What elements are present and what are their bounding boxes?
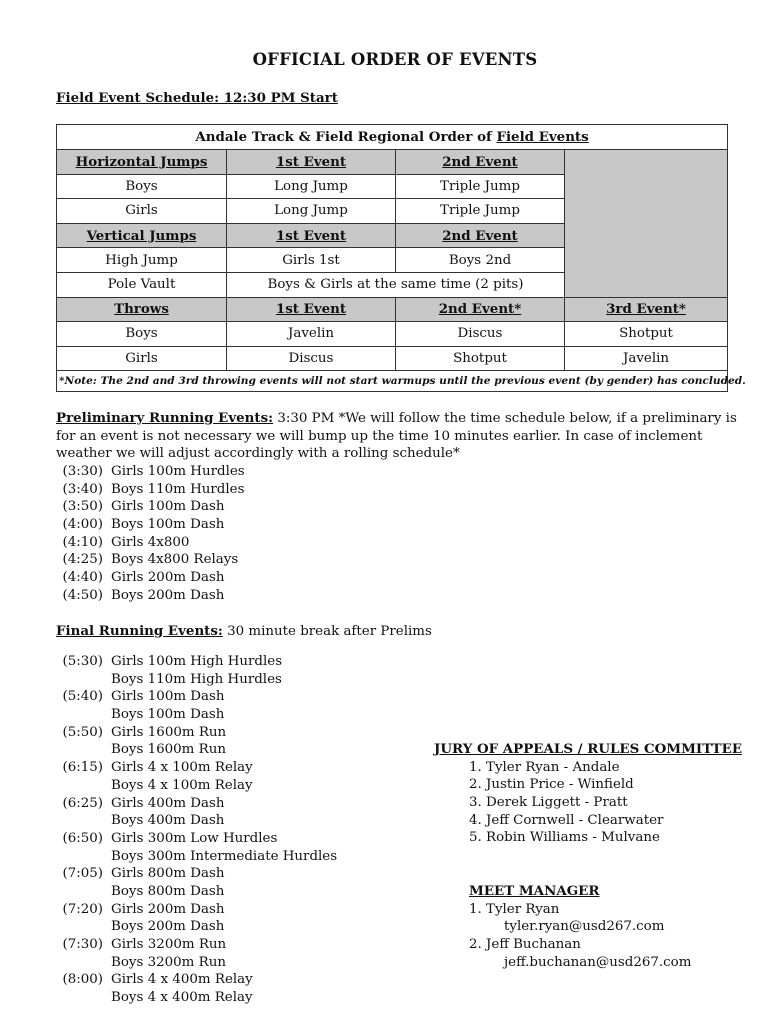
jury-member: 2. Justin Price - Winfield: [469, 777, 634, 793]
prelim-paragraph: [56, 410, 746, 463]
final-text: 30 minute break after Prelims: [222, 624, 432, 639]
schedule-time: (5:30): [62, 654, 103, 669]
schedule-item: [56, 936, 337, 954]
schedule-event: Girls 4 x 400m Relay: [111, 972, 253, 988]
table-cell: Shotput: [396, 346, 565, 371]
table-cell: High Jump: [57, 248, 227, 273]
schedule-time: (3:40): [62, 481, 103, 497]
table-cell: Boys: [57, 322, 227, 347]
schedule-time: [56, 989, 103, 1007]
prelim-heading: Preliminary Running Events:: [56, 410, 274, 426]
table-note-row: [57, 371, 728, 392]
jury-section: [434, 741, 742, 847]
table-header-cell: 2nd Event: [396, 150, 565, 175]
manager-email: jeff.buchanan@usd267.com: [504, 954, 692, 970]
table-cell: Boys & Girls at the same time (2 pits): [227, 272, 565, 297]
schedule-time: [56, 777, 103, 795]
schedule-event: Boys 110m High Hurdles: [111, 671, 282, 687]
table-header-cell: 1st Event: [227, 150, 396, 175]
schedule-item: [56, 463, 245, 481]
schedule-time: [56, 812, 103, 830]
schedule-event: Girls 100m High Hurdles: [111, 654, 283, 669]
jury-member: 1. Tyler Ryan - Andale: [469, 759, 620, 775]
manager-name: 1. Tyler Ryan: [469, 901, 560, 917]
table-cell: Long Jump: [227, 174, 396, 199]
table-cell: Javelin: [565, 346, 728, 371]
schedule-item: [56, 989, 337, 1007]
schedule-time: (7:05): [62, 866, 103, 882]
schedule-event: Girls 1600m Run: [111, 724, 227, 740]
table-cell: Girls: [57, 199, 227, 224]
table-cell: Girls: [57, 346, 227, 371]
schedule-event: Boys 400m Dash: [111, 813, 225, 829]
jury-member: 4. Jeff Cornwell - Clearwater: [469, 812, 664, 828]
prelim-schedule: [56, 463, 245, 605]
table-row: [57, 346, 728, 371]
jury-member: 3. Derek Liggett - Pratt: [469, 795, 628, 811]
schedule-item: [56, 883, 337, 901]
schedule-item: [56, 777, 337, 795]
table-cell: Triple Jump: [396, 199, 565, 224]
schedule-item: [56, 724, 337, 742]
schedule-event: Boys 3200m Run: [111, 954, 226, 970]
schedule-time: [56, 741, 103, 759]
schedule-event: Boys 4x800 Relays: [111, 552, 239, 568]
schedule-time: (6:50): [62, 830, 103, 846]
schedule-item: [56, 759, 337, 777]
schedule-event: Boys 200m Dash: [111, 587, 225, 603]
schedule-item: [56, 971, 337, 989]
meet-manager-section: [469, 883, 691, 971]
table-header-cell: Vertical Jumps: [57, 223, 227, 248]
schedule-time: (4:25): [62, 552, 103, 568]
table-caption-row: [57, 125, 728, 150]
schedule-event: Girls 4 x 100m Relay: [111, 760, 253, 776]
schedule-event: Boys 200m Dash: [111, 919, 225, 935]
schedule-event: Girls 100m Dash: [111, 499, 225, 515]
table-cell: Discus: [396, 322, 565, 347]
schedule-item: [56, 865, 337, 883]
schedule-event: Girls 300m Low Hurdles: [111, 830, 278, 846]
schedule-item: [56, 795, 337, 813]
schedule-event: Girls 800m Dash: [111, 866, 225, 882]
schedule-item: [56, 671, 337, 689]
schedule-item: [56, 901, 337, 919]
schedule-item: [56, 812, 337, 830]
schedule-item: [56, 534, 245, 552]
schedule-time: (6:15): [62, 760, 103, 776]
schedule-time: (4:00): [62, 517, 103, 533]
schedule-event: Girls 3200m Run: [111, 937, 227, 952]
schedule-event: Girls 4x800: [111, 534, 190, 550]
schedule-event: Boys 4 x 400m Relay: [111, 990, 253, 1006]
schedule-event: Girls 100m Dash: [111, 689, 225, 705]
schedule-item: [56, 551, 245, 569]
table-header-cell: 1st Event: [227, 223, 396, 248]
table-cell: Shotput: [565, 322, 728, 347]
schedule-time: (8:00): [62, 972, 103, 988]
schedule-item: [56, 848, 337, 866]
schedule-time: (3:50): [62, 499, 103, 515]
field-schedule-heading: Field Event Schedule: 12:30 PM Start: [56, 90, 338, 106]
schedule-item: [56, 706, 337, 724]
table-header-cell: Throws: [57, 297, 227, 322]
manager-email: tyler.ryan@usd267.com: [504, 919, 665, 935]
schedule-event: Girls 100m Hurdles: [111, 464, 245, 479]
schedule-time: (6:25): [62, 795, 103, 811]
schedule-event: Boys 100m Dash: [111, 517, 225, 533]
schedule-time: [56, 671, 103, 689]
final-heading: Final Running Events:: [56, 623, 223, 639]
schedule-item: [56, 653, 337, 671]
schedule-time: [56, 706, 103, 724]
table-row: [57, 322, 728, 347]
table-cell: Pole Vault: [57, 272, 227, 297]
schedule-item: [56, 954, 337, 972]
schedule-event: Boys 100m Dash: [111, 707, 225, 723]
schedule-event: Girls 400m Dash: [111, 795, 225, 811]
schedule-event: Boys 110m Hurdles: [111, 481, 245, 497]
schedule-item: [56, 498, 245, 516]
schedule-time: [56, 883, 103, 901]
table-row: [57, 297, 728, 322]
schedule-time: (3:30): [62, 464, 103, 479]
field-events-table: [56, 124, 746, 392]
table-note: *Note: The 2nd and 3rd throwing events will not start warmups until the previous event (by gender) has concluded.: [57, 371, 728, 392]
schedule-event: Boys 300m Intermediate Hurdles: [111, 848, 338, 864]
schedule-item: [56, 741, 337, 759]
table-row: [57, 150, 728, 175]
schedule-time: (5:40): [62, 689, 103, 705]
table-header-cell: 3rd Event*: [565, 297, 728, 322]
table-header-cell: 1st Event: [227, 297, 396, 322]
schedule-item: [56, 830, 337, 848]
table-cell: Javelin: [227, 322, 396, 347]
schedule-item: [56, 918, 337, 936]
meet-manager-heading: MEET MANAGER: [469, 883, 600, 899]
table-cell: Girls 1st: [227, 248, 396, 273]
schedule-time: (4:50): [62, 587, 103, 603]
schedule-item: [56, 587, 245, 605]
final-paragraph: [56, 623, 432, 639]
jury-member: 5. Robin Williams - Mulvane: [469, 830, 660, 846]
schedule-event: Boys 1600m Run: [111, 742, 226, 758]
schedule-item: [56, 569, 245, 587]
schedule-event: Girls 200m Dash: [111, 570, 225, 586]
page-title: OFFICIAL ORDER OF EVENTS: [252, 50, 538, 69]
schedule-item: [56, 481, 245, 499]
table-header-cell: Horizontal Jumps: [57, 150, 227, 175]
table-cell: Boys 2nd: [396, 248, 565, 273]
prelim-text: 3:30 PM *We will follow the time schedule below, if a preliminary is for an event is not necessary we will bump up the time 10 minutes earlier. In case of inclement weather we will adjust accordingly with a rolling schedule*: [56, 411, 737, 462]
schedule-time: (5:50): [62, 724, 103, 740]
schedule-event: Girls 200m Dash: [111, 901, 225, 917]
schedule-event: Boys 800m Dash: [111, 883, 225, 899]
jury-heading: JURY OF APPEALS / RULES COMMITTEE: [434, 741, 743, 757]
schedule-item: [56, 516, 245, 534]
table-caption: Andale Track & Field Regional Order of Field Events: [57, 125, 728, 150]
schedule-item: [56, 688, 337, 706]
table-cell: Boys: [57, 174, 227, 199]
table-cell: Long Jump: [227, 199, 396, 224]
schedule-time: [56, 848, 103, 866]
schedule-time: (4:40): [62, 570, 103, 586]
table-cell: Discus: [227, 346, 396, 371]
table-header-cell: 2nd Event*: [396, 297, 565, 322]
schedule-time: (7:20): [62, 901, 103, 917]
schedule-time: (4:10): [62, 534, 103, 550]
schedule-event: Boys 4 x 100m Relay: [111, 777, 253, 793]
final-schedule: [56, 653, 337, 1007]
shaded-cell: [565, 150, 728, 298]
manager-name: 2. Jeff Buchanan: [469, 937, 581, 953]
schedule-time: [56, 918, 103, 936]
schedule-time: (7:30): [62, 937, 103, 952]
table-header-cell: 2nd Event: [396, 223, 565, 248]
table-cell: Triple Jump: [396, 174, 565, 199]
schedule-time: [56, 954, 103, 972]
